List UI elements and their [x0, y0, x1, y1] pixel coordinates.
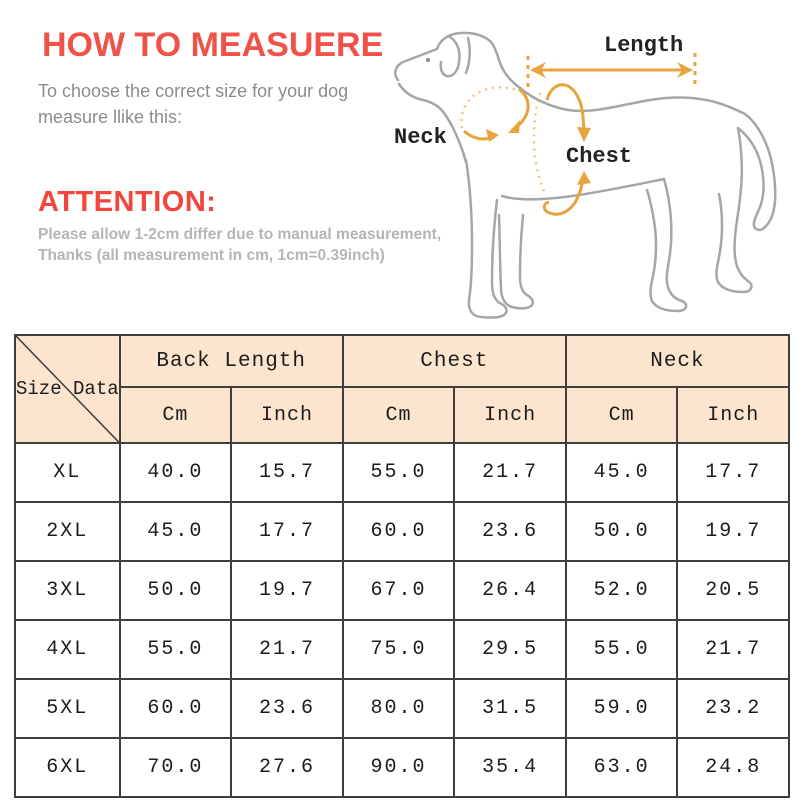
value-cell: 55.0: [566, 620, 678, 679]
col-group-back-length: Back Length: [120, 335, 343, 387]
neck-dotted-arc: [461, 87, 519, 128]
value-cell: 52.0: [566, 561, 678, 620]
table-row-4xl: [15, 620, 789, 679]
value-cell: 45.0: [120, 502, 232, 561]
measurement-arrows: [461, 53, 695, 214]
size-cell: 6XL: [15, 738, 120, 797]
size-cell: 3XL: [15, 561, 120, 620]
chest-arrow-down: [547, 85, 584, 130]
size-table: [14, 334, 790, 798]
value-cell: 17.7: [231, 502, 343, 561]
value-cell: 15.7: [231, 443, 343, 502]
value-cell: 23.6: [231, 679, 343, 738]
length-label: Length: [604, 33, 684, 58]
unit-header: Inch: [231, 387, 343, 443]
size-cell: 5XL: [15, 679, 120, 738]
value-cell: 21.7: [677, 620, 789, 679]
neck-label: Neck: [394, 125, 447, 150]
value-cell: 90.0: [343, 738, 455, 797]
neck-arrow-down: [512, 89, 528, 130]
table-row-6xl: [15, 738, 789, 797]
value-cell: 35.4: [454, 738, 566, 797]
chest-dotted-line: [534, 93, 546, 196]
value-cell: 21.7: [454, 443, 566, 502]
value-cell: 23.2: [677, 679, 789, 738]
subtitle-line-1: To choose the correct size for your dog: [38, 81, 349, 101]
value-cell: 21.7: [231, 620, 343, 679]
unit-header: Cm: [120, 387, 232, 443]
chest-arrowhead: [577, 127, 591, 142]
value-cell: 59.0: [566, 679, 678, 738]
subtitle: [38, 78, 348, 130]
unit-header: Cm: [343, 387, 455, 443]
attention-title: ATTENTION:: [38, 186, 217, 218]
size-cell: 4XL: [15, 620, 120, 679]
size-cell: XL: [15, 443, 120, 502]
col-group-neck: Neck: [566, 335, 789, 387]
value-cell: 67.0: [343, 561, 455, 620]
table-row-xl: [15, 443, 789, 502]
value-cell: 55.0: [120, 620, 232, 679]
belly-arrowhead: [577, 171, 591, 185]
chest-label: Chest: [566, 144, 633, 169]
value-cell: 50.0: [566, 502, 678, 561]
page-title: HOW TO MEASUERE: [42, 26, 384, 64]
subtitle-line-2: measure llike this:: [38, 107, 183, 127]
value-cell: 40.0: [120, 443, 232, 502]
attention-line-1: Please allow 1-2cm differ due to manual measurement,: [38, 226, 442, 243]
table-row-3xl: [15, 561, 789, 620]
value-cell: 60.0: [343, 502, 455, 561]
value-cell: 75.0: [343, 620, 455, 679]
value-cell: 31.5: [454, 679, 566, 738]
value-cell: 23.6: [454, 502, 566, 561]
table-row-5xl: [15, 679, 789, 738]
value-cell: 60.0: [120, 679, 232, 738]
value-cell: 63.0: [566, 738, 678, 797]
value-cell: 29.5: [454, 620, 566, 679]
value-cell: 55.0: [343, 443, 455, 502]
dog-measurement-diagram: [380, 0, 800, 330]
value-cell: 19.7: [231, 561, 343, 620]
value-cell: 20.5: [677, 561, 789, 620]
col-group-chest: Chest: [343, 335, 566, 387]
value-cell: 17.7: [677, 443, 789, 502]
value-cell: 24.8: [677, 738, 789, 797]
value-cell: 19.7: [677, 502, 789, 561]
neck-arrowhead-down: [508, 120, 520, 133]
table-row-2xl: [15, 502, 789, 561]
value-cell: 70.0: [120, 738, 232, 797]
value-cell: 27.6: [231, 738, 343, 797]
corner-cell-size-data: [15, 335, 120, 443]
value-cell: 45.0: [566, 443, 678, 502]
neck-arrowhead-right: [486, 129, 499, 142]
value-cell: 26.4: [454, 561, 566, 620]
corner-label: Size Data: [16, 378, 119, 400]
unit-header: Inch: [454, 387, 566, 443]
value-cell: 50.0: [120, 561, 232, 620]
size-cell: 2XL: [15, 502, 120, 561]
unit-header: Cm: [566, 387, 678, 443]
unit-header: Inch: [677, 387, 789, 443]
attention-line-2: Thanks (all measurement in cm, 1cm=0.39inch): [38, 247, 385, 264]
value-cell: 80.0: [343, 679, 455, 738]
